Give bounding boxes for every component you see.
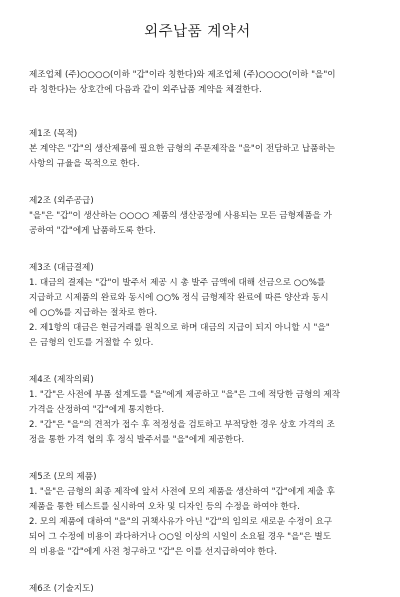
article-1 [29, 127, 366, 172]
article-heading: 제5조 (모의 제품) [29, 472, 97, 482]
article-body [29, 388, 366, 448]
article-line: "을"은 "갑"이 생산하는 ○○○○ 제품의 생산공정에 사용되는 모든 금형제품을 가 [29, 211, 332, 221]
article-line: 제품을 통한 테스트를 실시하여 오차 및 디자인 등의 수정을 하여야 한다. [29, 502, 300, 512]
article-line: 사항의 규율을 목적으로 한다. [29, 159, 140, 169]
article-line: 본 계약은 "갑"의 생산제품에 필요한 금형의 주문제작을 "을"이 전담하고 납품하는 [29, 144, 336, 154]
article-line: 되어 그 수정에 비용이 과다하거나 ○○일 이상의 시일이 소요될 경우 "을"은 별도 [29, 532, 331, 542]
article-line: 정을 통한 가격 협의 후 정식 발주서를 "을"에게 제공한다. [29, 435, 245, 445]
article-body [29, 142, 366, 172]
article-heading: 제6조 (기술지도) [29, 584, 94, 594]
intro-paragraph [29, 68, 366, 98]
article-body [29, 276, 366, 351]
article-heading: 제1조 (목적) [29, 129, 78, 139]
article-line: 공하여 "갑"에게 납품하도록 한다. [29, 226, 156, 236]
article-6 [29, 582, 366, 597]
intro-line: 제조업체 (주)○○○○(이하 "갑"이라 칭한다)와 제조업체 (주)○○○○(이하 "을"이 [29, 70, 336, 80]
intro-line: 라 칭한다)는 상호간에 다음과 같이 외주납품 계약을 체결한다. [29, 85, 262, 95]
article-line: 2. 제1항의 대금은 현금거래를 원칙으로 하며 대금의 지급이 되지 아니할 시 "을" [29, 323, 330, 333]
article-body [29, 485, 366, 560]
article-line: 2. "갑"은 "을"의 견적가 접수 후 적정성을 검토하고 부적당한 경우 상호 가격의 조 [29, 420, 335, 430]
article-heading: 제3조 (대금결제) [29, 263, 94, 273]
article-line: 의 비용을 "갑"에게 사전 청구하고 "갑"은 이를 선지급하여야 한다. [29, 547, 277, 557]
article-line: 가격을 산정하여 "갑"에게 통지한다. [29, 405, 165, 415]
article-line: 1. 대금의 결제는 "갑"이 발주서 제공 시 총 발주 금액에 대해 선금으로 ○○%를 [29, 278, 326, 288]
article-line: 지급하고 시제품의 완료와 동시에 ○○% 정식 금형제작 완료에 따른 양산과 동시 [29, 293, 329, 303]
article-line: 1. "을"은 금형의 최종 제작에 앞서 사전에 모의 제품을 생산하여 "갑"에게 제출 후 [29, 487, 335, 497]
article-line: 은 금형의 인도를 거절할 수 있다. [29, 338, 154, 348]
article-body [29, 209, 366, 239]
article-line: 에 ○○%를 지급하는 절차로 한다. [29, 308, 158, 318]
article-line: 2. 모의 제품에 대하여 "을"의 귀책사유가 아닌 "갑"의 임의로 새로운 수정이 요구 [29, 517, 333, 527]
article-heading: 제2조 (외주공급) [29, 196, 94, 206]
article-3 [29, 261, 366, 351]
document-title: 외주납품 계약서 [144, 24, 251, 40]
article-5 [29, 470, 366, 560]
article-2 [29, 194, 366, 239]
article-4 [29, 373, 366, 448]
article-line: 1. "갑"은 사전에 부품 설계도를 "을"에게 제공하고 "을"은 그에 적당한 금형의 제작 [29, 390, 341, 400]
article-heading: 제4조 (제작의뢰) [29, 375, 94, 385]
